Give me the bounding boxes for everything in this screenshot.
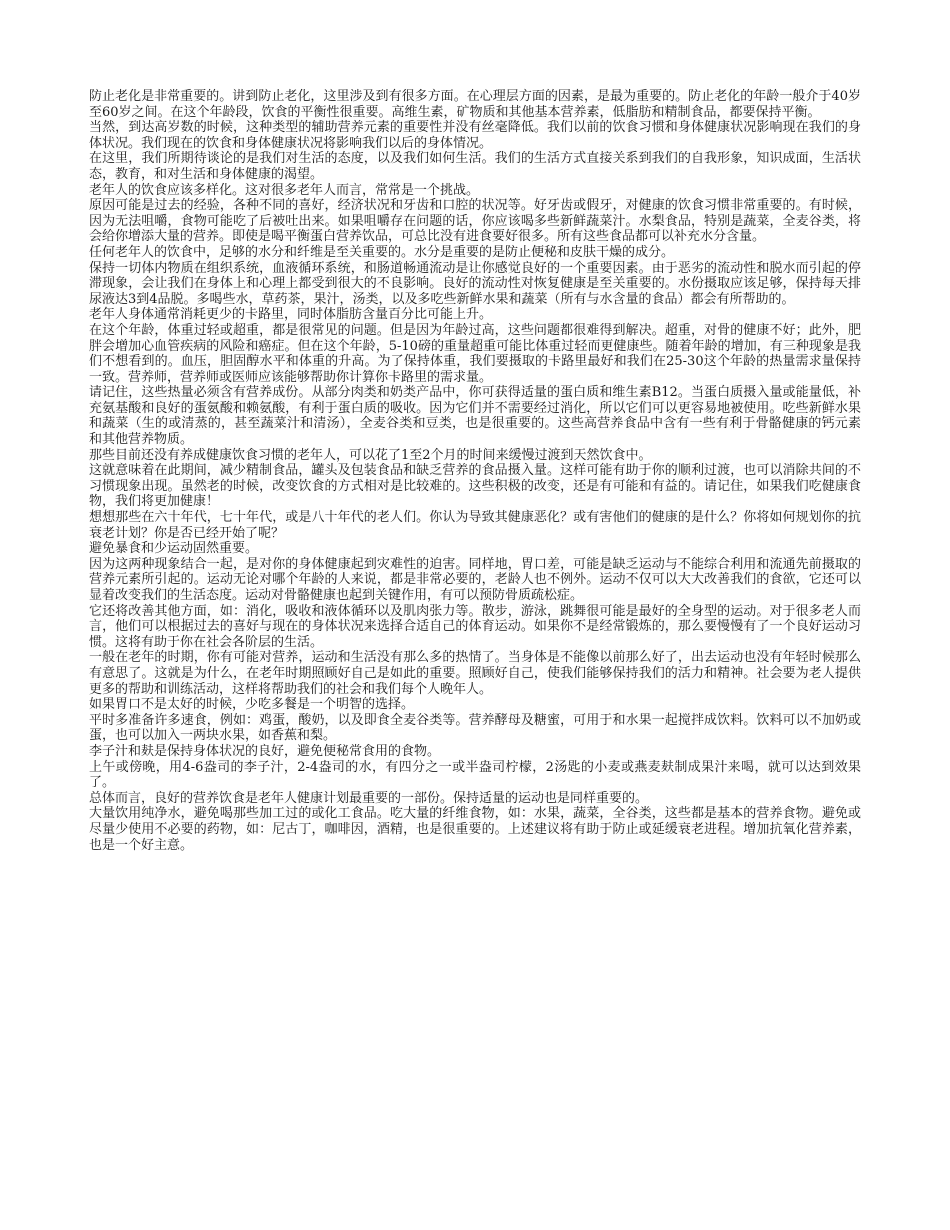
paragraph: 这就意味着在此期间，减少精制食品，罐头及包装食品和缺乏营养的食品摄入量。这样可能有助于你的顺利过渡，也可以消除共间的不习惯现象出现。虽然老的时候，改变饮食的方式相对是比较难的。这些积极的改变，还是有可能和有益的。请记住，如果我们吃健康食物，我们将更加健康！ — [89, 463, 861, 510]
paragraph: 原因可能是过去的经验，各种不同的喜好，经济状况和牙齿和口腔的状况等。好牙齿或假牙，对健康的饮食习惯非常重要的。有时候，因为无法咀嚼，食物可能吃了后被吐出来。如果咀嚼存在问题的话，你应该喝多些新鲜蔬菜汁。水梨食品，特别是蔬菜，全麦谷类，将会给你增添大量的营养。即使是喝平衡蛋白营养饮品，可总比没有进食要好很多。所有这些食品都可以补充水分含量。 — [89, 198, 861, 245]
paragraph: 老年人的饮食应该多样化。这对很多老年人而言，常常是一个挑战。 — [89, 182, 480, 198]
paragraph: 平时多准备许多速食，例如：鸡蛋，酸奶，以及即食全麦谷类等。营养酵母及糖蜜，可用于和水果一起搅拌成饮料。饮料可以不加奶或蛋，也可以加入一两块水果，如香蕉和梨。 — [89, 712, 861, 744]
paragraph: 大量饮用纯净水，避免喝那些加工过的或化工食品。吃大量的纤维食物，如：水果，蔬菜，全谷类，这些都是基本的营养食物。避免或尽量少使用不必要的药物，如：尼古丁，咖啡因，酒精，也是很重要的。上述建议将有助于防止或延缓衰老进程。增加抗氧化营养素，也是一个好主意。 — [89, 806, 861, 853]
paragraph: 在这个年龄，体重过轻或超重，都是很常见的问题。但是因为年龄过高，这些问题都很难得到解决。超重，对骨的健康不好；此外，肥胖会增加心血管疾病的风险和癌症。但在这个年龄，5-10磅的重量超重可能比体重过轻而更健康些。随着年龄的增加，有三种现象是我们不想看到的。血压，胆固醇水平和体重的升高。为了保持体重，我们要摄取的卡路里最好和我们在25-30这个年龄的热量需求量保持一致。营养师，营养师或医师应该能够帮助你计算你卡路里的需求量。 — [89, 322, 861, 385]
paragraph: 因为这两种现象结合一起，是对你的身体健康起到灾难性的迫害。同样地，胃口差，可能是缺乏运动与不能综合利用和流通先前摄取的营养元素所引起的。运动无论对哪个年龄的人来说，都是非常必要的，老龄人也不例外。运动不仅可以大大改善我们的食欲，它还可以显着改变我们的生活态度。运动对骨骼健康也起到关键作用，有可以预防骨质疏松症。 — [89, 556, 861, 603]
paragraph: 任何老年人的饮食中，足够的水分和纤维是至关重要的。水分是重要的是防止便秘和皮肤干燥的成分。 — [89, 244, 675, 260]
paragraph: 当然，到达高岁数的时候，这种类型的辅助营养元素的重要性并没有丝毫降低。我们以前的饮食习惯和身体健康状况影响现在我们的身体状况。我们现在的饮食和身体健康状况将影响我们以后的身体情况。 — [89, 120, 861, 151]
paragraph: 那些目前还没有养成健康饮食习惯的老年人，可以花了1至2个月的时间来缓慢过渡到天然饮食中。 — [89, 447, 652, 463]
paragraph: 避免暴食和少运动固然重要。 — [89, 541, 259, 557]
paragraph: 它还将改善其他方面，如：消化，吸收和液体循环以及肌肉张力等。散步，游泳，跳舞很可能是最好的全身型的运动。对于很多老人而言，他们可以根据过去的喜好与现在的身体状况来选择合适自己的体育运动。如果你不是经常锻炼的，那么要慢慢有了一个良好运动习惯。这将有助于你在社会各阶层的生活。 — [89, 603, 861, 650]
paragraph: 李子汁和麸是保持身体状况的良好，避免便秘常食用的食物。 — [89, 743, 441, 759]
paragraph: 老年人身体通常消耗更少的卡路里，同时体脂肪含量百分比可能上升。 — [89, 307, 493, 323]
paragraph: 上午或傍晚，用4-6盎司的李子汁，2-4盎司的水，有四分之一或半盎司柠檬，2汤匙的小麦或燕麦麸制成果汁来喝，就可以达到效果了。 — [89, 759, 861, 791]
paragraph: 想想那些在六十年代，七十年代，或是八十年代的老人们。你认为导致其健康恶化？或有害他们的健康的是什么？你将如何规划你的抗衰老计划？你是否已经开始了呢？ — [89, 510, 861, 541]
paragraph: 在这里，我们所期待谈论的是我们对生活的态度，以及我们如何生活。我们的生活方式直接关系到我们的自我形象，知识成面，生活状态，教育，和对生活和身体健康的渴望。 — [89, 151, 861, 182]
document-body — [89, 89, 861, 853]
paragraph: 总体而言，良好的营养饮食是老年人健康计划最重要的一部份。保持适量的运动也是同样重要的。 — [89, 790, 649, 806]
paragraph: 防止老化是非常重要的。讲到防止老化，这里涉及到有很多方面。在心理层方面的因素，是最为重要的。防止老化的年龄一般介于40岁至60岁之间。在这个年龄段，饮食的平衡性很重要。高维生素，矿物质和其他基本营养素，低脂肪和精制食品，都要保持平衡。 — [89, 89, 861, 120]
paragraph: 保持一切体内物质在组织系统，血液循环系统，和肠道畅通流动是让你感觉良好的一个重要因素。由于恶劣的流动性和脱水而引起的停滞现象，会让我们在身体上和心理上都受到很大的不良影响。良好的流动性对恢复健康是至关重要的。水份摄取应该足够，保持每天排尿液达3到4品脱。多喝些水，草药茶，果汁，汤类，以及多吃些新鲜水果和蔬菜（所有与水含量的食品）都会有所帮助的。 — [89, 260, 861, 307]
paragraph: 如果胃口不是太好的时候，少吃多餐是一个明智的选择。 — [89, 697, 415, 713]
paragraph: 一般在老年的时期，你有可能对营养，运动和生活没有那么多的热情了。当身体是不能像以前那么好了，出去运动也没有年轻时候那么有意思了。这就是为什么，在老年时期照顾好自己是如此的重要。照顾好自己，使我们能够保持我们的活力和精神。社会要为老人提供更多的帮助和训练活动，这样将帮助我们的社会和我们每个人晚年人。 — [89, 650, 861, 697]
paragraph: 请记住，这些热量必须含有营养成份。从部分肉类和奶类产品中，你可获得适量的蛋白质和维生素B12。当蛋白质摄入量或能量低，补充氨基酸和良好的蛋氨酸和赖氨酸，有利于蛋白质的吸收。因为它们并不需要经过消化，所以它们可以更容易地被使用。吃些新鲜水果和蔬菜（生的或清蒸的，甚至蔬菜汁和清汤），全麦谷类和豆类，也是很重要的。这些高营养食品中含有一些有利于骨骼健康的钙元素和其他营养物质。 — [89, 385, 861, 448]
